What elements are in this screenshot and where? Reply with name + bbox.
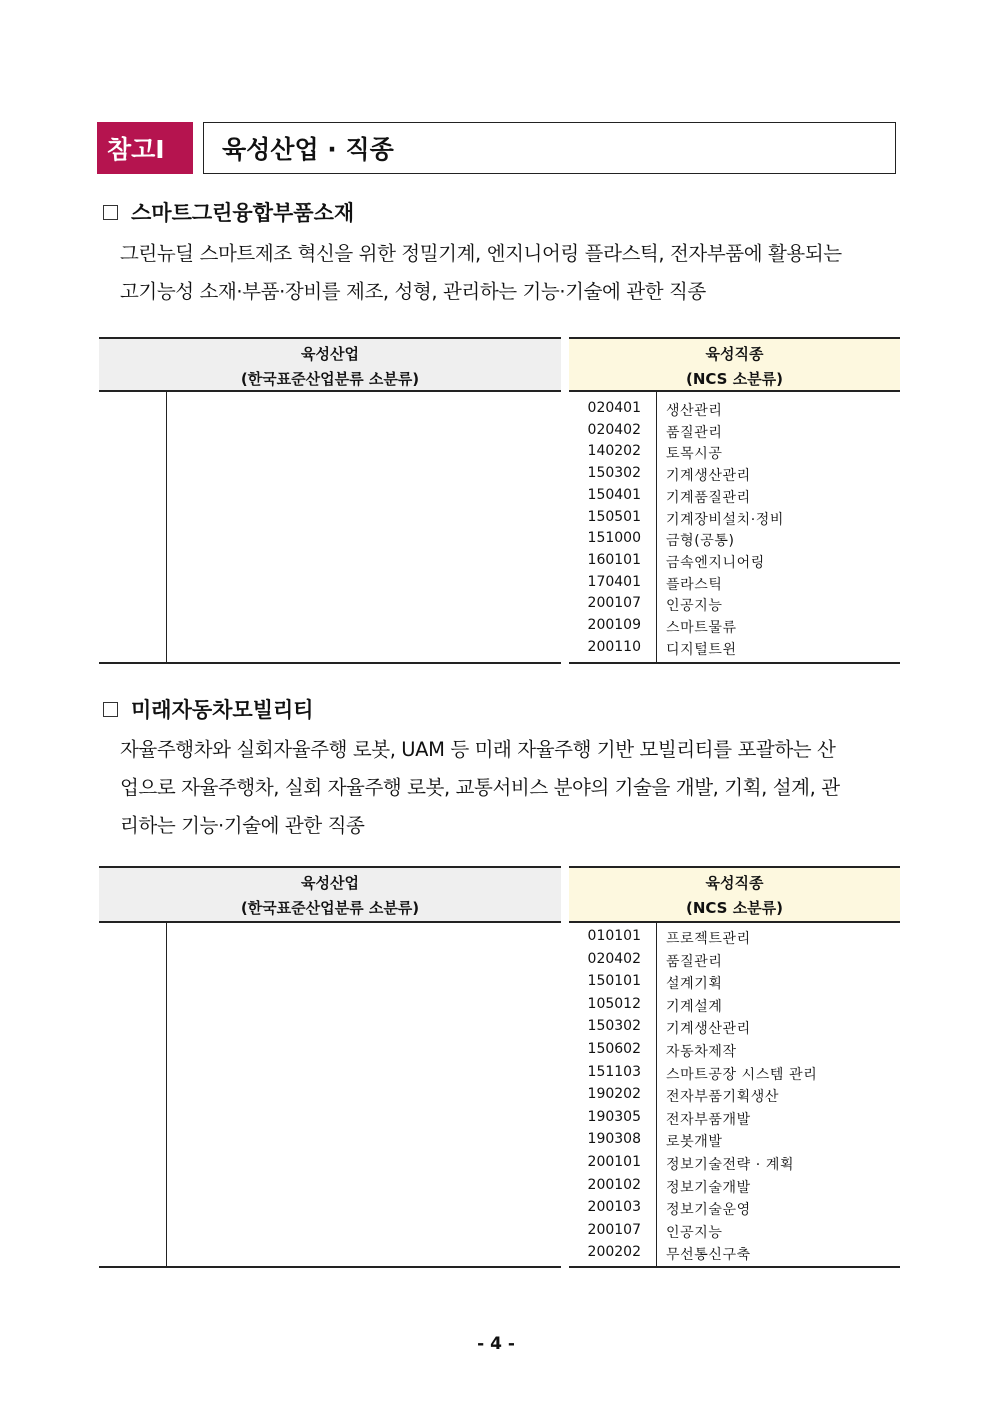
reference-header: [97, 122, 896, 174]
industry-table-body: [99, 392, 561, 664]
occupation-table-body: [569, 923, 900, 1268]
occupation-code: 140202: [587, 443, 641, 460]
occupation-table-header: [569, 337, 900, 392]
occupation-code: 160101: [587, 551, 641, 568]
description-line: 자율주행차와 실회자율주행 로봇, UAM 등 미래 자율주행 기반 모빌리티를 포괄하는 산: [120, 738, 836, 761]
occupation-code: 150602: [587, 1041, 641, 1057]
occupation-code: 200110: [587, 638, 641, 655]
occupation-code: 020401: [587, 400, 641, 416]
occupation-name: 기계생산관리: [666, 468, 751, 485]
header-line: (NCS 소분류): [685, 899, 784, 917]
industry-table-body: [99, 923, 561, 1268]
section-title-text: 스마트그린융합부품소재: [131, 201, 355, 225]
occupation-name: 프로젝트관리: [666, 931, 751, 947]
header-line: (한국표준산업분류 소분류): [240, 370, 420, 388]
occupation-code: 190308: [587, 1131, 641, 1148]
occupation-name: 품질관리: [666, 424, 723, 441]
occupation-name: 자동차제작: [666, 1044, 737, 1060]
occupation-name: 전자부품개발: [666, 1111, 751, 1128]
checkbox-icon: [103, 702, 118, 717]
section-description-1: [120, 235, 898, 311]
section-title-2: [103, 694, 314, 724]
occupation-name: 기계설계: [666, 998, 723, 1015]
occupation-table-1: [569, 337, 900, 664]
occupation-name: 스마트물류: [666, 620, 737, 636]
description-line: 그린뉴딜 스마트제조 혁신을 위한 정밀기계, 엔지니어링 플라스틱, 전자부품에 활용되는: [120, 242, 842, 265]
occupation-code: 150101: [587, 973, 641, 990]
occupation-code: 200107: [587, 595, 641, 612]
header-line: 육성산업: [301, 874, 359, 892]
occupation-code: 105012: [587, 995, 641, 1012]
description-line: 업으로 자율주행차, 실회 자율주행 로봇, 교통서비스 분야의 기술을 개발, 기획, 설계, 관: [120, 776, 840, 799]
occupation-code: 200109: [587, 617, 641, 633]
occupation-name: 플라스틱: [666, 576, 723, 593]
industry-table-1: [99, 337, 561, 664]
occupation-name: 무선통신구축: [666, 1247, 751, 1264]
checkbox-icon: [103, 205, 118, 220]
occupation-name: 정보기술개발: [666, 1179, 751, 1196]
occupation-name: 품질관리: [666, 953, 723, 970]
occupation-name: 금형(공통): [666, 533, 735, 550]
occupation-code: 020402: [587, 950, 641, 967]
occupation-code: 170401: [587, 573, 641, 590]
occupation-name: 인공지능: [666, 598, 723, 615]
occupation-name: 기계품질관리: [666, 489, 751, 506]
occupation-name: 기계생산관리: [666, 1021, 751, 1038]
occupation-name: 토목시공: [666, 446, 723, 463]
occupation-name: 금속엔지니어링: [666, 554, 765, 571]
occupation-name: 정보기술운영: [666, 1202, 751, 1219]
occupation-name: 생산관리: [666, 403, 723, 419]
occupation-name: 기계장비설치·정비: [666, 511, 785, 528]
occupation-code: 200103: [587, 1199, 641, 1216]
section-title-text: 미래자동차모빌리티: [131, 698, 314, 722]
occupation-table-2: [569, 866, 900, 1268]
section-description-2: [120, 731, 898, 845]
occupation-code: 151103: [587, 1063, 641, 1080]
header-line: 육성산업: [301, 345, 359, 363]
occupation-code: 190202: [587, 1086, 641, 1103]
occupation-name: 정보기술전략 · 계획: [666, 1157, 795, 1173]
header-line: (한국표준산업분류 소분류): [240, 899, 420, 917]
occupation-name: 전자부품기획생산: [666, 1089, 779, 1106]
occupation-code: 150501: [587, 508, 641, 525]
occupation-code: 200102: [587, 1176, 641, 1193]
industry-table-2: [99, 866, 561, 1268]
occupation-name: 인공지능: [666, 1224, 723, 1241]
header-line: 육성직종: [705, 874, 764, 892]
description-line: 리하는 기능·기술에 관한 직종: [120, 814, 365, 837]
occupation-code: 200107: [587, 1221, 641, 1238]
page-number: - 4 -: [477, 1334, 515, 1354]
industry-table-header: [99, 866, 561, 923]
description-line: 고기능성 소재·부품·장비를 제조, 성형, 관리하는 기능·기술에 관한 직종: [120, 280, 706, 303]
occupation-name: 로봇개발: [666, 1134, 723, 1151]
section-title-1: [103, 197, 354, 227]
header-line: 육성직종: [705, 345, 764, 363]
occupation-name: 디지털트윈: [666, 641, 737, 658]
occupation-code: 151000: [587, 530, 641, 547]
occupation-name: 스마트공장 시스템 관리: [666, 1066, 818, 1083]
occupation-table-header: [569, 866, 900, 923]
reference-badge: 참고Ⅰ: [97, 122, 193, 174]
industry-table-header: [99, 337, 561, 392]
occupation-table-body: [569, 392, 900, 664]
header-line: (NCS 소분류): [685, 370, 784, 388]
occupation-code: 150302: [587, 465, 641, 482]
occupation-name: 설계기획: [666, 976, 723, 993]
occupation-code: 020402: [587, 421, 641, 438]
occupation-code: 150401: [587, 486, 641, 503]
occupation-code: 200202: [587, 1244, 641, 1261]
occupation-code: 200101: [587, 1154, 641, 1170]
page-title: 육성산업 · 직종: [203, 122, 896, 174]
occupation-code: 190305: [587, 1108, 641, 1125]
occupation-code: 150302: [587, 1018, 641, 1035]
occupation-code: 010101: [587, 928, 641, 944]
